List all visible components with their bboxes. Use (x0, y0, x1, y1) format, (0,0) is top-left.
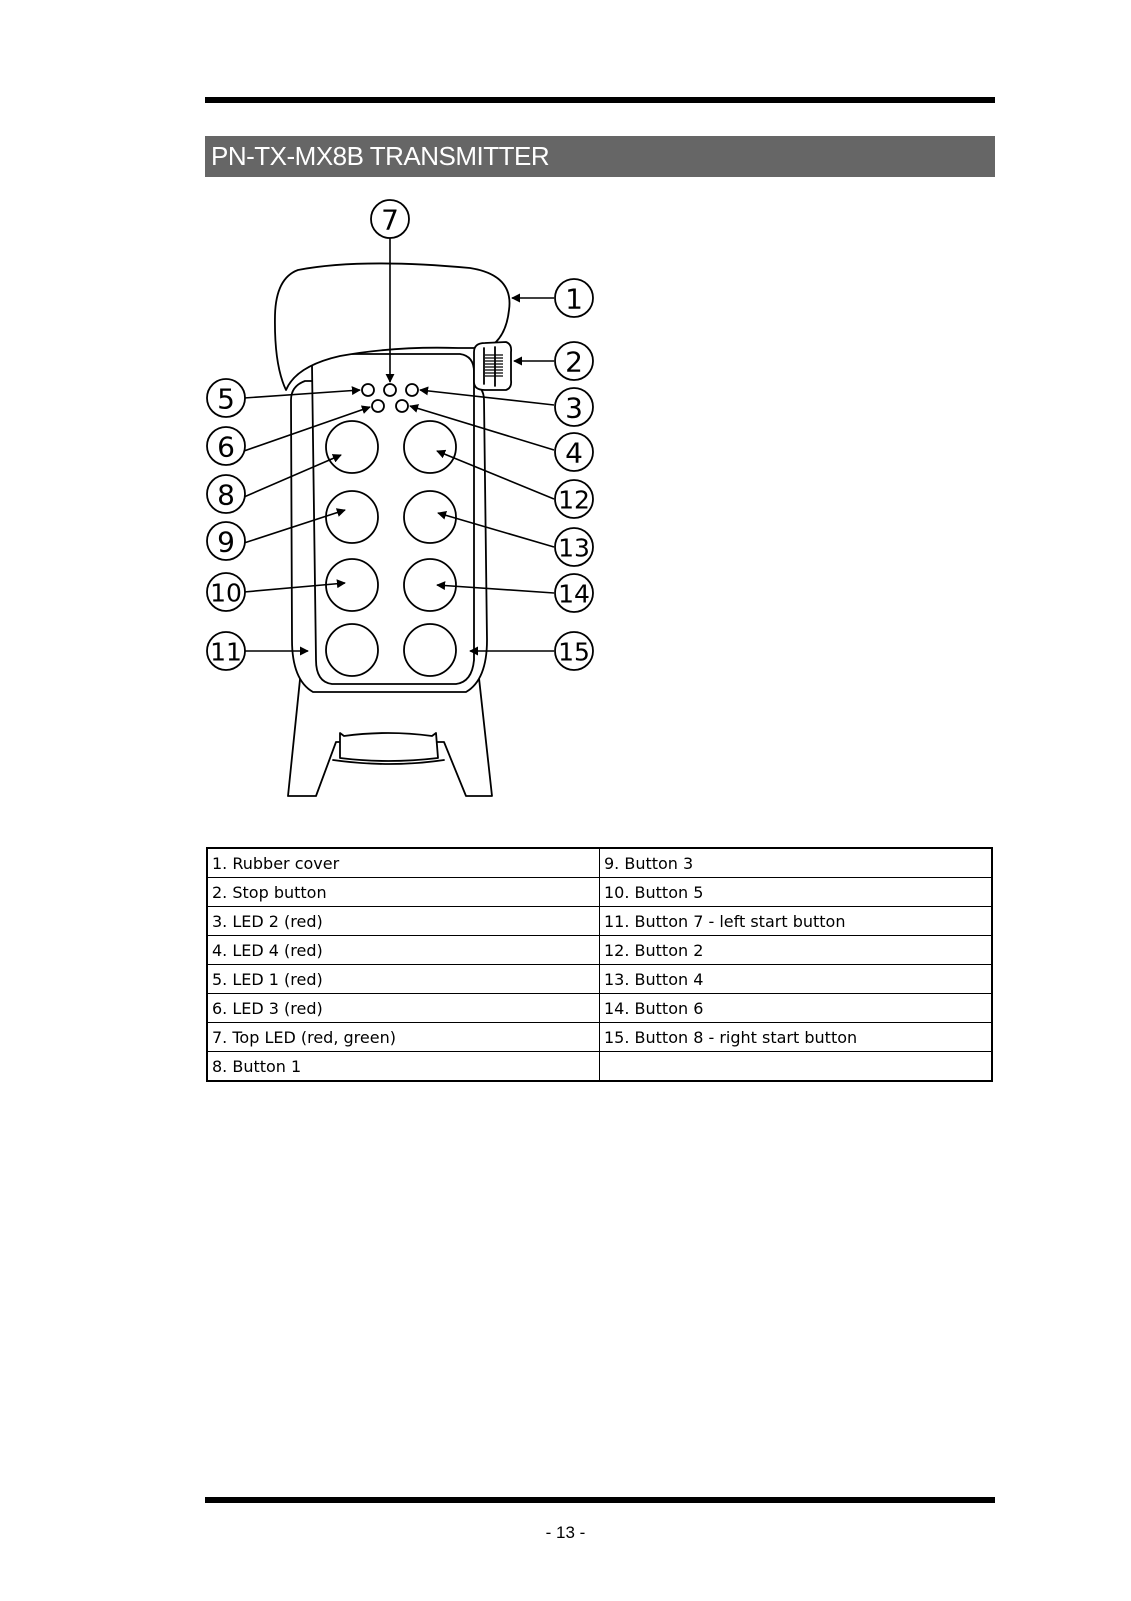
table-cell: 2. Stop button (207, 878, 600, 907)
button-2 (404, 421, 456, 473)
table-row (207, 1052, 992, 1082)
callout-4: 4 (565, 436, 583, 470)
page-number: - 13 - (545, 1523, 586, 1542)
callout-12: 12 (558, 485, 590, 515)
table-row (207, 848, 992, 878)
table-cell: 9. Button 3 (600, 848, 993, 878)
button-5 (326, 559, 378, 611)
callout-2: 2 (565, 345, 583, 379)
table-row (207, 936, 992, 965)
table-cell: 3. LED 2 (red) (207, 907, 600, 936)
callout-15: 15 (558, 637, 590, 667)
section-title: PN-TX-MX8B TRANSMITTER (211, 141, 550, 171)
callout-11: 11 (210, 637, 242, 667)
table-row (207, 907, 992, 936)
led-4 (396, 400, 408, 412)
callout-10: 10 (210, 578, 242, 608)
table-cell: 4. LED 4 (red) (207, 936, 600, 965)
callout-6: 6 (217, 430, 235, 464)
table-row (207, 994, 992, 1023)
button-7 (326, 624, 378, 676)
callout-3: 3 (565, 391, 583, 425)
base-handle (340, 733, 438, 761)
table-cell: 6. LED 3 (red) (207, 994, 600, 1023)
table-cell: 12. Button 2 (600, 936, 993, 965)
callout-5: 5 (217, 382, 235, 416)
led-2 (406, 384, 418, 396)
table-cell: 11. Button 7 - left start button (600, 907, 993, 936)
button-4 (404, 491, 456, 543)
parts-legend-table (206, 847, 993, 1082)
callout-8: 8 (217, 478, 235, 512)
button-3 (326, 491, 378, 543)
table-cell: 10. Button 5 (600, 878, 993, 907)
led-1 (362, 384, 374, 396)
button-1 (326, 421, 378, 473)
table-row (207, 878, 992, 907)
table-cell: 15. Button 8 - right start button (600, 1023, 993, 1052)
table-row (207, 1023, 992, 1052)
top-led (384, 384, 396, 396)
callout-14: 14 (558, 579, 590, 609)
table-cell: 13. Button 4 (600, 965, 993, 994)
button-8 (404, 624, 456, 676)
table-cell (600, 1052, 993, 1082)
callout-13: 13 (558, 533, 590, 563)
led-3 (372, 400, 384, 412)
footer-rule (205, 1497, 995, 1503)
callout-1: 1 (565, 282, 583, 316)
table-cell: 14. Button 6 (600, 994, 993, 1023)
table-cell: 7. Top LED (red, green) (207, 1023, 600, 1052)
table-cell: 1. Rubber cover (207, 848, 600, 878)
table-row (207, 965, 992, 994)
stop-button (474, 342, 511, 390)
callout-7: 7 (381, 203, 399, 237)
callout-9: 9 (217, 525, 235, 559)
table-cell: 8. Button 1 (207, 1052, 600, 1082)
table-cell: 5. LED 1 (red) (207, 965, 600, 994)
